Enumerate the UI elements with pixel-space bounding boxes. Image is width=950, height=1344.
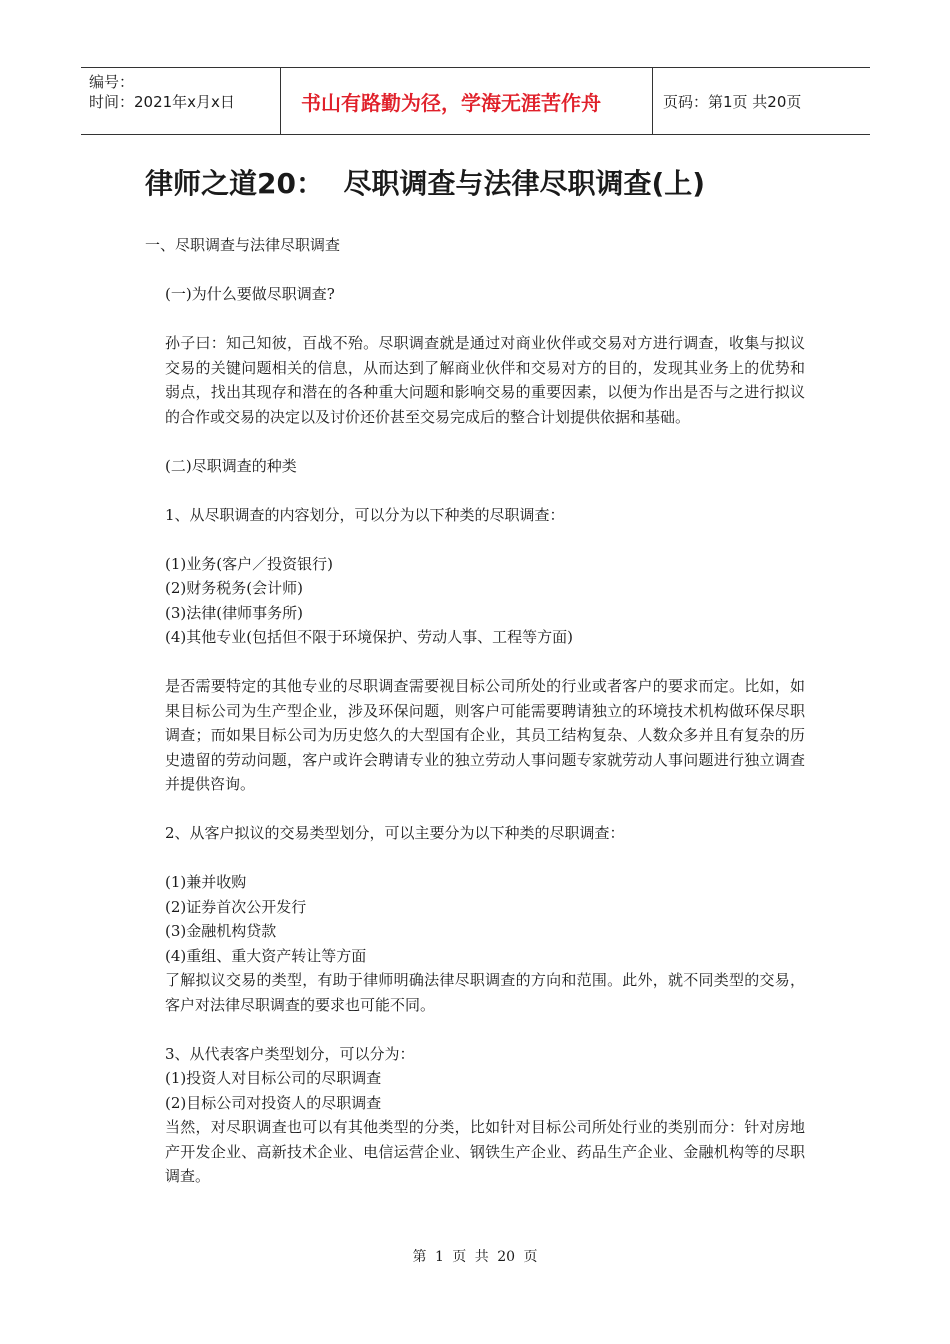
header-motto: 书山有路勤为径，学海无涯苦作舟 bbox=[281, 68, 653, 134]
list-intro: 2、从客户拟议的交易类型划分，可以主要分为以下种类的尽职调查： bbox=[165, 824, 625, 842]
paragraph: 了解拟议交易的类型，有助于律师明确法律尽职调查的方向和范围。此外，就不同类型的交易，客户对法律尽职调查的要求也可能不同。 bbox=[165, 971, 805, 1014]
header-page-info: 页码：第1页 共20页 bbox=[663, 92, 802, 111]
subsection-heading: (二)尽职调查的种类 bbox=[165, 456, 297, 475]
header-meta bbox=[81, 68, 281, 134]
list-item: (1)兼并收购 bbox=[165, 873, 247, 891]
list-item: (1)投资人对目标公司的尽职调查 bbox=[165, 1069, 382, 1087]
list-intro: 1、从尽职调查的内容划分，可以分为以下种类的尽职调查： bbox=[165, 505, 565, 524]
paragraph: 是否需要特定的其他专业的尽职调查需要视目标公司所处的行业或者客户的要求而定。比如，如果目标公司为生产型企业，涉及环保问题，则客户可能需要聘请独立的环境技术机构做环保尽职调查；而如果目标公司为历史悠久的大型国有企业，其员工结构复杂、人数众多并且有复杂的历史遗留的劳动问题，客户或许会聘请专业的独立劳动人事问题专家就劳动人事问题进行独立调查并提供咨询。 bbox=[165, 677, 805, 793]
list-item: (2)目标公司对投资人的尽职调查 bbox=[165, 1093, 382, 1112]
page-footer: 第 1 页 共 20 页 bbox=[412, 1249, 538, 1265]
list-intro: 3、从代表客户类型划分，可以分为： bbox=[165, 1044, 415, 1063]
subsection-heading: (一)为什么要做尽职调查? bbox=[165, 285, 335, 303]
list-item: (2)财务税务(会计师) bbox=[165, 579, 303, 597]
list-item: (3)法律(律师事务所) bbox=[165, 603, 303, 622]
document-number-label: 编号： bbox=[89, 73, 135, 91]
list-item: (4)其他专业(包括但不限于环境保护、劳动人事、工程等方面) bbox=[165, 628, 573, 646]
document-title: 律师之道20： 尽职调查与法律尽职调查(上) bbox=[145, 167, 706, 200]
paragraph: 当然，对尽职调查也可以有其他类型的分类，比如针对目标公司所处行业的类别而分：针对房地产开发企业、高新技术企业、电信运营企业、钢铁生产企业、药品生产企业、金融机构等的尽职调查。 bbox=[165, 1118, 805, 1185]
list-item: (1)业务(客户／投资银行) bbox=[165, 554, 333, 573]
section-heading: 一、尽职调查与法律尽职调查 bbox=[145, 236, 341, 254]
document-date: 时间：2021年x月x日 bbox=[89, 93, 235, 111]
document-body bbox=[145, 233, 805, 1189]
list-item: (3)金融机构贷款 bbox=[165, 922, 277, 940]
list-item: (2)证券首次公开发行 bbox=[165, 897, 307, 916]
list-item: (4)重组、重大资产转让等方面 bbox=[165, 946, 367, 965]
document-header bbox=[81, 67, 870, 135]
paragraph: 孙子曰：知己知彼，百战不殆。尽职调查就是通过对商业伙伴或交易对方进行调查，收集与拟议交易的关键问题相关的信息，从而达到了解商业伙伴和交易对方的目的，发现其业务上的优势和弱点，找出其现存和潜在的各种重大问题和影响交易的重要因素，以便为作出是否与之进行拟议的合作或交易的决定以及讨价还价甚至交易完成后的整合计划提供依据和基础。 bbox=[165, 334, 805, 426]
